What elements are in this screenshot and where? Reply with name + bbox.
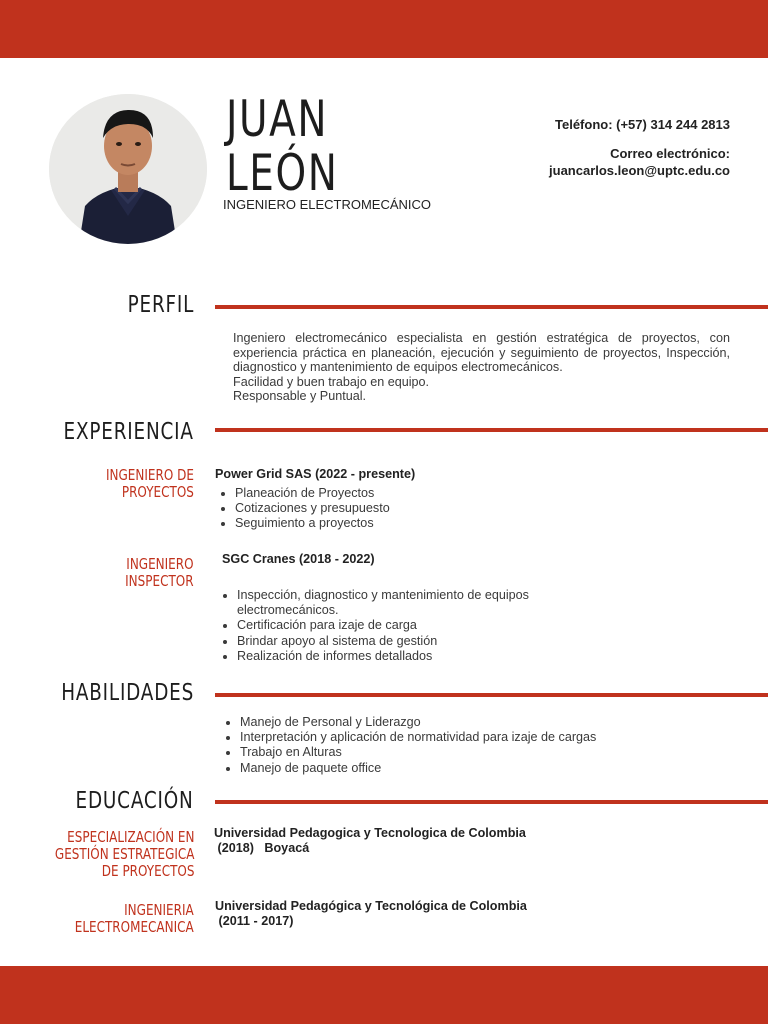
educacion-rule xyxy=(215,800,768,804)
name-last: LEÓN xyxy=(226,144,339,202)
list-item: • Trabajo en Alturas xyxy=(240,745,596,760)
education-entry-2 xyxy=(215,899,527,929)
perfil-line: Responsable y Puntual. xyxy=(233,389,367,404)
list-item: • Planeación de Proyectos xyxy=(235,486,390,501)
perfil-heading: PERFIL xyxy=(127,292,194,318)
education-detail: (2018) Boyacá xyxy=(214,841,310,855)
email-text: juancarlos.leon@uptc.edu.co xyxy=(549,163,730,178)
experiencia-heading: EXPERIENCIA xyxy=(63,419,194,445)
list-item: • Cotizaciones y presupuesto xyxy=(235,501,390,516)
education-detail: (2011 - 2017) xyxy=(215,914,294,928)
perfil-rule xyxy=(215,305,768,309)
job-role-line: INGENIERO xyxy=(126,555,194,573)
habilidades-rule xyxy=(215,693,768,697)
profile-photo xyxy=(49,94,207,244)
job-title: INGENIERO ELECTROMECÁNICO xyxy=(223,197,432,212)
degree-1 xyxy=(54,829,194,880)
candidate-name xyxy=(226,92,338,200)
name-first: JUAN xyxy=(226,90,329,148)
job-role-2 xyxy=(126,556,194,590)
education-entry-1 xyxy=(214,826,526,856)
degree-line: INGENIERIA xyxy=(124,901,194,919)
job-company-1: Power Grid SAS (2022 - presente) xyxy=(215,467,416,481)
degree-line: DE PROYECTOS xyxy=(101,862,194,880)
degree-line: ELECTROMECANICA xyxy=(75,918,194,936)
contact-block xyxy=(549,116,730,179)
phone-text: Teléfono: (+57) 314 244 2813 xyxy=(555,117,730,132)
perfil-line: Facilidad y buen trabajo en equipo. xyxy=(233,374,430,389)
habilidades-list xyxy=(220,715,596,776)
educacion-heading: EDUCACIÓN xyxy=(75,788,194,814)
top-band xyxy=(0,0,768,58)
institution-name: Universidad Pedagógica y Tecnológica de Colombia xyxy=(215,899,527,913)
institution-name: Universidad Pedagogica y Tecnologica de Colombia xyxy=(214,826,526,840)
habilidades-heading: HABILIDADES xyxy=(61,680,194,706)
list-item: • Inspección, diagnostico y mantenimiento de equipos electromecánicos. xyxy=(237,588,577,618)
degree-line: GESTIÓN ESTRATEGICA xyxy=(54,845,194,863)
perfil-line: Ingeniero electromecánico especialista en gestión estratégica de proyectos, con experiencia práctica en planeación, ejecución y seguimiento de proyectos, Inspección, diagnostico y mantenimiento de equipos electromecánicos. xyxy=(233,331,730,375)
job-role-line: PROYECTOS xyxy=(121,483,194,501)
email-label: Correo electrónico: xyxy=(610,146,730,161)
list-item: • Certificación para izaje de carga xyxy=(237,618,577,633)
bottom-band xyxy=(0,966,768,1024)
job-role-line: INSPECTOR xyxy=(125,572,194,590)
job-items-2 xyxy=(217,588,577,664)
list-item: • Realización de informes detallados xyxy=(237,649,577,664)
list-item: • Manejo de paquete office xyxy=(240,761,596,776)
list-item: • Interpretación y aplicación de normatividad para izaje de cargas xyxy=(240,730,596,745)
job-role-1 xyxy=(106,467,194,501)
perfil-text xyxy=(233,331,730,404)
job-items-1 xyxy=(215,486,390,532)
job-company-2: SGC Cranes (2018 - 2022) xyxy=(222,552,375,566)
degree-2 xyxy=(75,902,194,936)
list-item: • Seguimiento a proyectos xyxy=(235,516,390,531)
degree-line: ESPECIALIZACIÓN EN xyxy=(66,828,194,846)
list-item: • Brindar apoyo al sistema de gestión xyxy=(237,634,577,649)
job-role-line: INGENIERO DE xyxy=(106,466,194,484)
experiencia-rule xyxy=(215,428,768,432)
list-item: • Manejo de Personal y Liderazgo xyxy=(240,715,596,730)
